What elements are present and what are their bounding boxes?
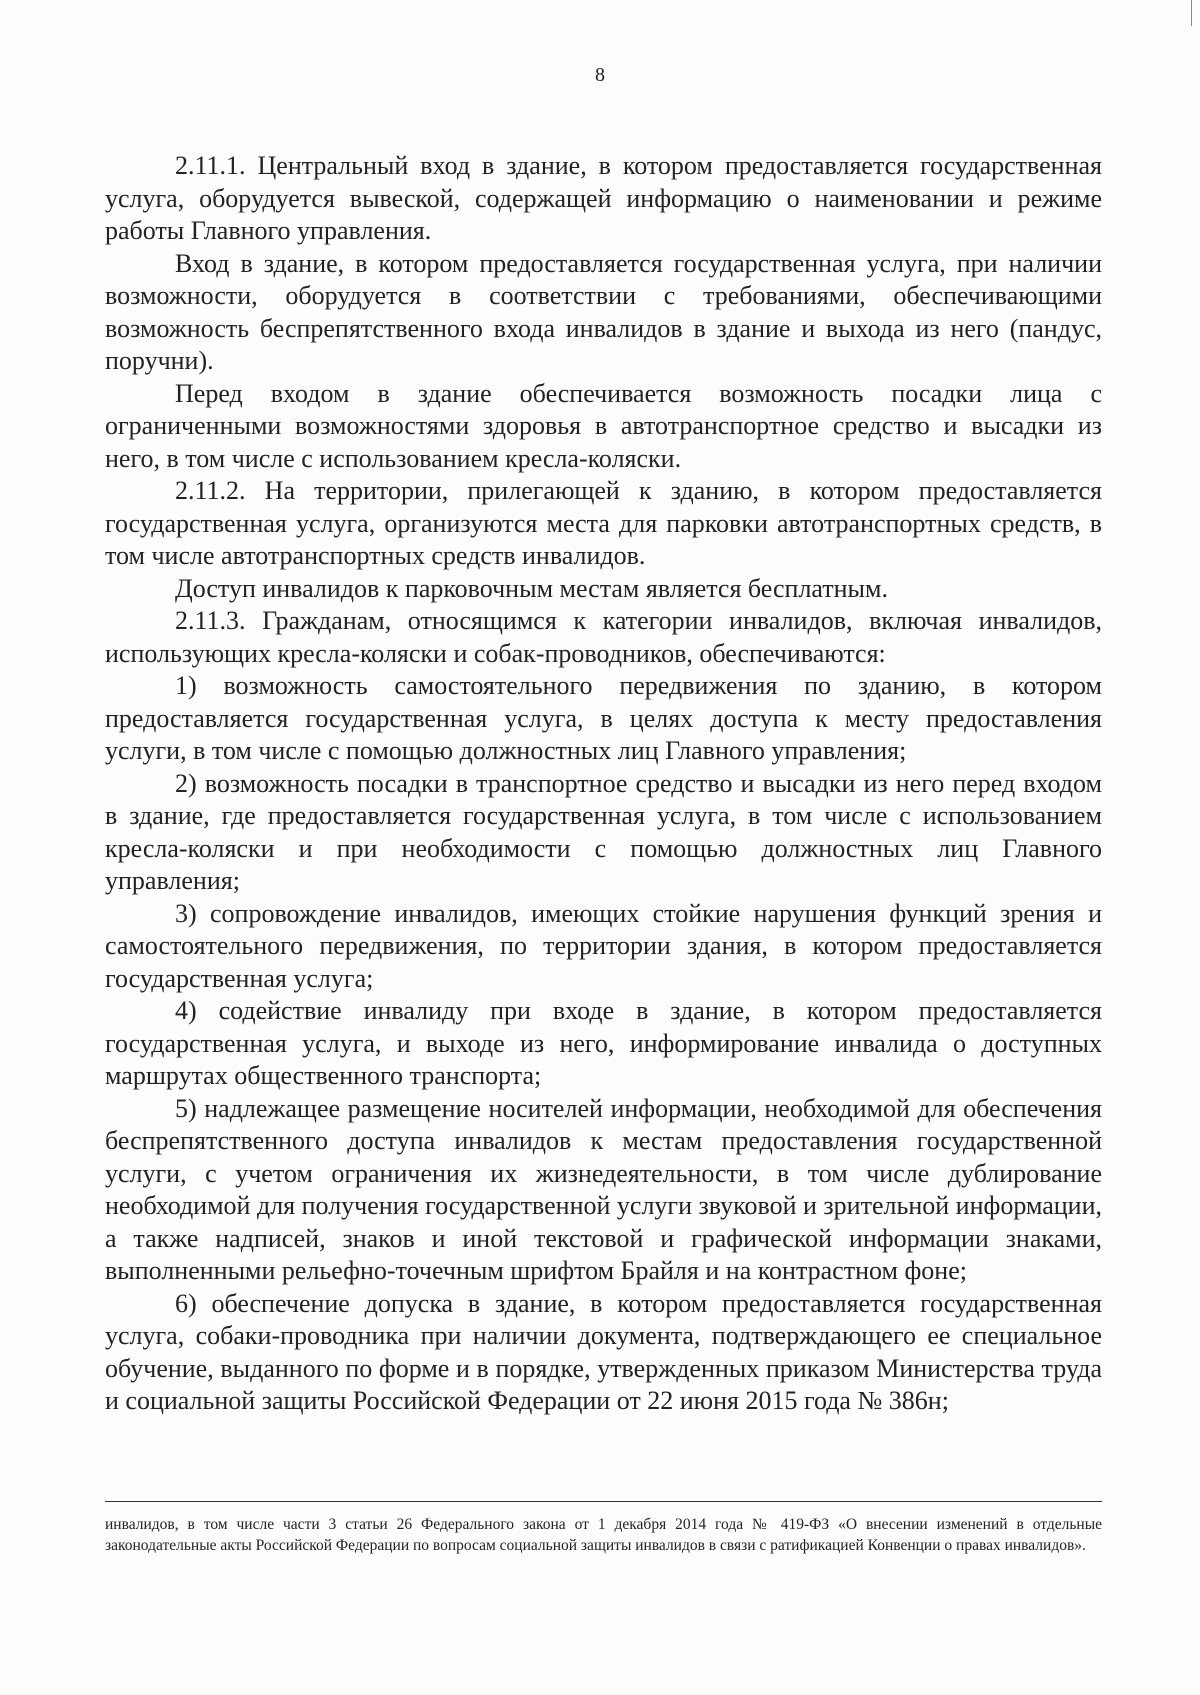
list-item-2: 2) возможность посадки в транспортное средство и высадки из него перед входом в здание, где предоставляется государственная услуга, в том числе с использованием кресла-коляски и при необходимости с помощью должностных лиц Главного управления; (105, 768, 1102, 895)
paragraph-parking-free: Доступ инвалидов к парковочным местам является бесплатным. (175, 573, 888, 603)
footnote-text: инвалидов, в том числе части 3 статьи 26 Федерального закона от 1 декабря 2014 года № 419-ФЗ «О внесении изменений в отдельные законодательные акты Российской Федерации по вопросам социальной защиты инвалидов в связи с ратификацией Конвенции о правах инвалидов». (105, 1516, 1102, 1554)
list-item-1: 1) возможность самостоятельного передвижения по зданию, в котором предоставляется государственная услуга, в целях доступа к месту предоставления услуги, в том числе с помощью должностных лиц Главного управления; (105, 671, 1102, 765)
list-item-4: 4) содействие инвалиду при входе в здание, в котором предоставляется государственная услуга, и выходе из него, информирование инвалида о доступных маршрутах общественного транспорта; (105, 996, 1102, 1090)
paragraph-entrance-equipment: Вход в здание, в котором предоставляется государственная услуга, при наличии возможности, оборудуется в соответствии с требованиями, обеспечивающими возможность беспрепятственного входа инвалидов в здание и выхода из него (пандус, поручни). (105, 248, 1102, 375)
paragraph-2-11-2: 2.11.2. На территории, прилегающей к зданию, в котором предоставляется государственная услуга, организуются места для парковки автотранспортных средств, в том числе автотранспортных средств инвалидов. (105, 476, 1102, 570)
list-item-3: 3) сопровождение инвалидов, имеющих стойкие нарушения функций зрения и самостоятельного передвижения, по территории здания, в котором предоставляется государственная услуга; (105, 898, 1102, 993)
list-item-5: 5) надлежащее размещение носителей информации, необходимой для обеспечения беспрепятственного доступа инвалидов к местам предоставления государственной услуги, с учетом ограничения их жизнедеятельности, в том числе дублирование необходимой для получения государственной услуги звуковой и зрительной информации, а также надписей, знаков и иной текстовой и графической информации знаками, выполненными рельефно-точечным шрифтом Брайля и на контрастном фоне; (105, 1093, 1102, 1285)
paragraph-boarding: Перед входом в здание обеспечивается возможность посадки лица с ограниченными возможностями здоровья в автотранспортное средство и высадки из него, в том числе с использованием кресла-коляски. (105, 378, 1102, 473)
page-number: 8 (595, 64, 605, 86)
body-text (105, 150, 1102, 1418)
list-item-6: 6) обеспечение допуска в здание, в котором предоставляется государственная услуга, собаки-проводника при наличии документа, подтверждающего ее специальное обучение, выданного по форме и в порядке, утвержденных приказом Министерства труда и социальной защиты Российской Федерации от 22 июня 2015 года № 386н; (105, 1288, 1102, 1415)
footnote-divider (105, 1501, 1102, 1502)
scan-edge-mark (1191, 0, 1200, 26)
footnote (105, 1514, 1102, 1556)
paragraph-2-11-3: 2.11.3. Гражданам, относящимся к категории инвалидов, включая инвалидов, использующих кресла-коляски и собак-проводников, обеспечиваются: (105, 606, 1102, 668)
paragraph-2-11-1: 2.11.1. Центральный вход в здание, в котором предоставляется государственная услуга, оборудуется вывеской, содержащей информацию о наименовании и режиме работы Главного управления. (105, 151, 1102, 245)
